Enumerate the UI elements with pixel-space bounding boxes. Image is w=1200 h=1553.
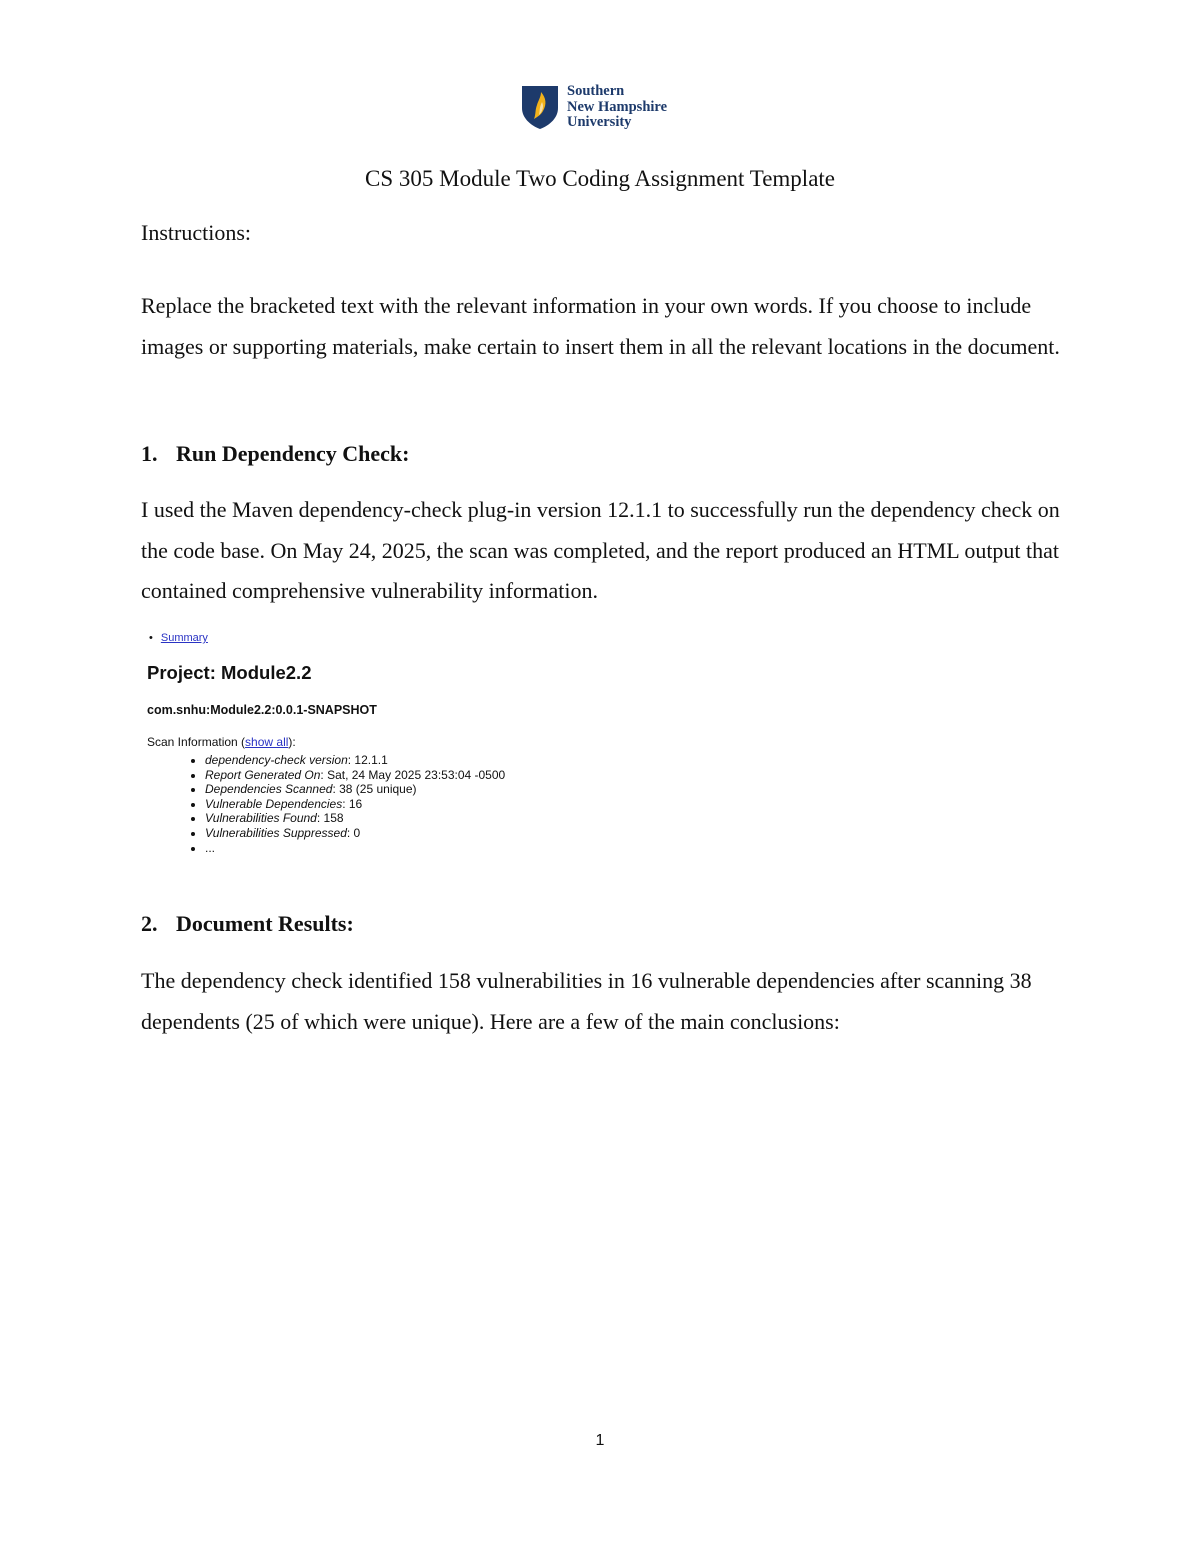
- show-all-link[interactable]: show all: [245, 735, 289, 749]
- shield-flame-icon: [520, 84, 560, 130]
- scan-info-label: Scan Information (: [147, 735, 246, 749]
- university-logo: [520, 84, 690, 132]
- logo-wordmark: [567, 84, 667, 131]
- page-number: 1: [595, 1432, 605, 1449]
- list-item: • Vulnerable Dependencies: 16: [205, 797, 505, 812]
- section-2-number: 2.: [141, 911, 158, 936]
- list-item: • Dependencies Scanned: 38 (25 unique): [205, 782, 505, 797]
- section-1-number: 1.: [141, 441, 158, 466]
- list-item: • ...: [205, 841, 505, 856]
- section-2-heading: [141, 911, 354, 937]
- report-gav: com.snhu:Module2.2:0.0.1-SNAPSHOT: [147, 703, 377, 717]
- section-1-heading: [141, 441, 409, 467]
- scan-info-suffix: ):: [288, 735, 296, 749]
- section-1-body: I used the Maven dependency-check plug-in version 12.1.1 to successfully run the dependency check on the code base. On May 24, 2025, the scan was completed, and the report produced an HTML output that contained comprehensive vulnerability information.: [141, 497, 1060, 603]
- report-project-title: Project: Module2.2: [147, 662, 312, 683]
- logo-line-1: Southern: [567, 83, 625, 99]
- instructions-label: Instructions:: [141, 220, 251, 245]
- section-1-title: Run Dependency Check:: [176, 441, 410, 466]
- dependency-check-report-screenshot: [145, 632, 565, 862]
- logo-line-2: New Hampshire: [567, 98, 668, 115]
- list-item: • Vulnerabilities Suppressed: 0: [205, 826, 505, 841]
- list-item: • Report Generated On: Sat, 24 May 2025 23:53:04 -0500: [205, 768, 505, 783]
- instructions-text: Replace the bracketed text with the relevant information in your own words. If you choose to include images or supporting materials, make certain to insert them in all the relevant locations in the document.: [141, 293, 1060, 359]
- list-item: • Vulnerabilities Found: 158: [205, 811, 505, 826]
- logo-line-3: University: [567, 114, 632, 130]
- report-scan-info: [147, 735, 296, 749]
- scan-info-list: [189, 753, 505, 855]
- report-top-link-row: [149, 632, 208, 644]
- report-summary-link[interactable]: Summary: [160, 632, 208, 644]
- document-title: CS 305 Module Two Coding Assignment Template: [365, 166, 835, 191]
- section-2-body: The dependency check identified 158 vulnerabilities in 16 vulnerable dependencies after scanning 38 dependents (25 of which were unique). Here are a few of the main conclusions:: [141, 968, 1032, 1034]
- bullet-icon: •: [149, 632, 153, 644]
- section-2-title: Document Results:: [176, 911, 354, 936]
- list-item: • dependency-check version: 12.1.1: [205, 753, 505, 768]
